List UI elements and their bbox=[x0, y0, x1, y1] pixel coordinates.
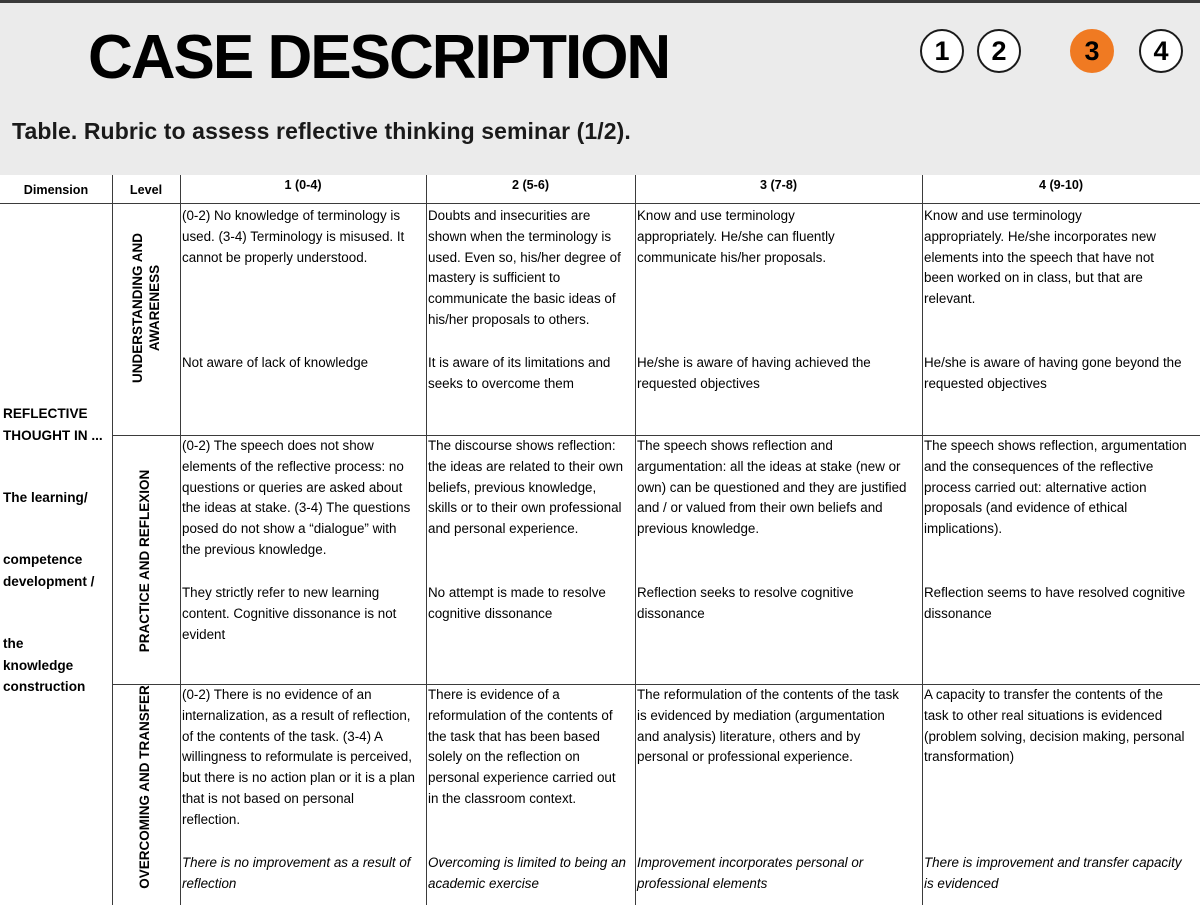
dimension-label: The learning/ bbox=[3, 490, 88, 505]
cell-awareness-score-4: He/she is aware of having gone beyond the requested objectives bbox=[924, 355, 1182, 391]
table-caption: Table. Rubric to assess reflective thinking seminar (1/2). bbox=[12, 118, 631, 144]
cell-reflexion-score-3: Reflection seeks to resolve cognitive dissonance bbox=[637, 585, 854, 621]
cell-practice-score-2: The discourse shows reflection: the ideas are related to their own beliefs, previous knowledge, skills or to their own professional and personal experience. bbox=[428, 438, 624, 537]
cell-overcoming-score-3: The reformulation of the contents of the task is evidenced by mediation (argumentation and analysis) literature, others and by personal or professional experience. bbox=[637, 687, 900, 765]
cell-overcoming-score-2: There is evidence of a reformulation of the contents of the task that has been based solely on the reflection on personal experience carried out in the classroom context. bbox=[428, 687, 616, 806]
cell-practice-score-4: The speech shows reflection, argumentation and the consequences of the reflective process carried out: alternative action proposals (and evidence of ethical implications). bbox=[924, 438, 1187, 537]
column-divider bbox=[635, 175, 636, 905]
dimension-label: competence development / bbox=[3, 552, 95, 589]
step-2-button[interactable]: 2 bbox=[977, 29, 1021, 73]
level-practice-reflexion: PRACTICE AND REFLEXION bbox=[137, 469, 152, 653]
cell-practice-score-1: (0-2) The speech does not show elements of the reflective process: no questions or queries are asked about the ideas at stake. (3-4) The questions posed do not show a “dialogue” with the previous knowledge. bbox=[182, 438, 411, 557]
header-dimension: Dimension bbox=[23, 183, 89, 197]
cell-overcoming-score-4: A capacity to transfer the contents of the task to other real situations is evidenced (problem solving, decision making, personal transformation) bbox=[924, 687, 1185, 765]
top-rule bbox=[0, 0, 1200, 3]
header-level: Level bbox=[129, 183, 163, 197]
cell-awareness-score-2: It is aware of its limitations and seeks to overcome them bbox=[428, 355, 611, 391]
cell-understanding-score-4: Know and use terminology appropriately. He/she incorporates new elements into the speech that have not been worked on in class, but that are relevant. bbox=[924, 208, 1156, 307]
cell-awareness-score-1: Not aware of lack of knowledge bbox=[182, 355, 369, 370]
page-title: CASE DESCRIPTION bbox=[88, 23, 670, 92]
cell-transfer-score-1: There is no improvement as a result of reflection bbox=[182, 855, 411, 891]
step-3-button-active[interactable]: 3 bbox=[1070, 29, 1114, 73]
header-score-1: 1 (0-4) bbox=[284, 178, 322, 192]
dimension-label: the knowledge construction bbox=[3, 636, 86, 695]
header-score-4: 4 (9-10) bbox=[1038, 178, 1084, 192]
header-score-2: 2 (5-6) bbox=[511, 178, 550, 192]
level-understanding-awareness: UNDERSTANDING AND AWARENESS bbox=[130, 233, 162, 383]
cell-understanding-score-3: Know and use terminology appropriately. He/she can fluently communicate his/her proposals. bbox=[637, 208, 835, 265]
cell-transfer-score-4: There is improvement and transfer capacity is evidenced bbox=[924, 855, 1182, 891]
header-score-3: 3 (7-8) bbox=[759, 178, 798, 192]
cell-awareness-score-3: He/she is aware of having achieved the requested objectives bbox=[637, 355, 871, 391]
column-divider bbox=[112, 175, 113, 905]
cell-understanding-score-2: Doubts and insecurities are shown when the terminology is used. Even so, his/her degree of mastery is sufficient to communicate the basic ideas of his/her proposals to others. bbox=[428, 208, 621, 327]
cell-reflexion-score-4: Reflection seems to have resolved cognitive dissonance bbox=[924, 585, 1186, 621]
step-4-button[interactable]: 4 bbox=[1139, 29, 1183, 73]
step-1-button[interactable]: 1 bbox=[920, 29, 964, 73]
cell-transfer-score-2: Overcoming is limited to being an academic exercise bbox=[428, 855, 626, 891]
rubric-table bbox=[0, 175, 1200, 905]
cell-reflexion-score-2: No attempt is made to resolve cognitive dissonance bbox=[428, 585, 606, 621]
cell-practice-score-3: The speech shows reflection and argumentation: all the ideas at stake (new or own) can be questioned and they are justified and / or valued from their own beliefs and previous knowledge. bbox=[637, 438, 907, 537]
cell-transfer-score-3: Improvement incorporates personal or professional elements bbox=[637, 855, 864, 891]
level-overcoming-transfer: OVERCOMING AND TRANSFER bbox=[137, 685, 152, 889]
cell-overcoming-score-1: (0-2) There is no evidence of an internalization, as a result of reflection, of the contents of the task. (3-4) A willingness to reformulate is perceived, but there is no action plan or it is a plan that is not based on personal reflection. bbox=[182, 687, 415, 827]
cell-understanding-score-1: (0-2) No knowledge of terminology is used. (3-4) Terminology is misused. It cannot be properly understood. bbox=[182, 208, 405, 265]
cell-reflexion-score-1: They strictly refer to new learning content. Cognitive dissonance is not evident bbox=[182, 585, 397, 642]
dimension-label: REFLECTIVE THOUGHT IN ... bbox=[3, 406, 103, 443]
